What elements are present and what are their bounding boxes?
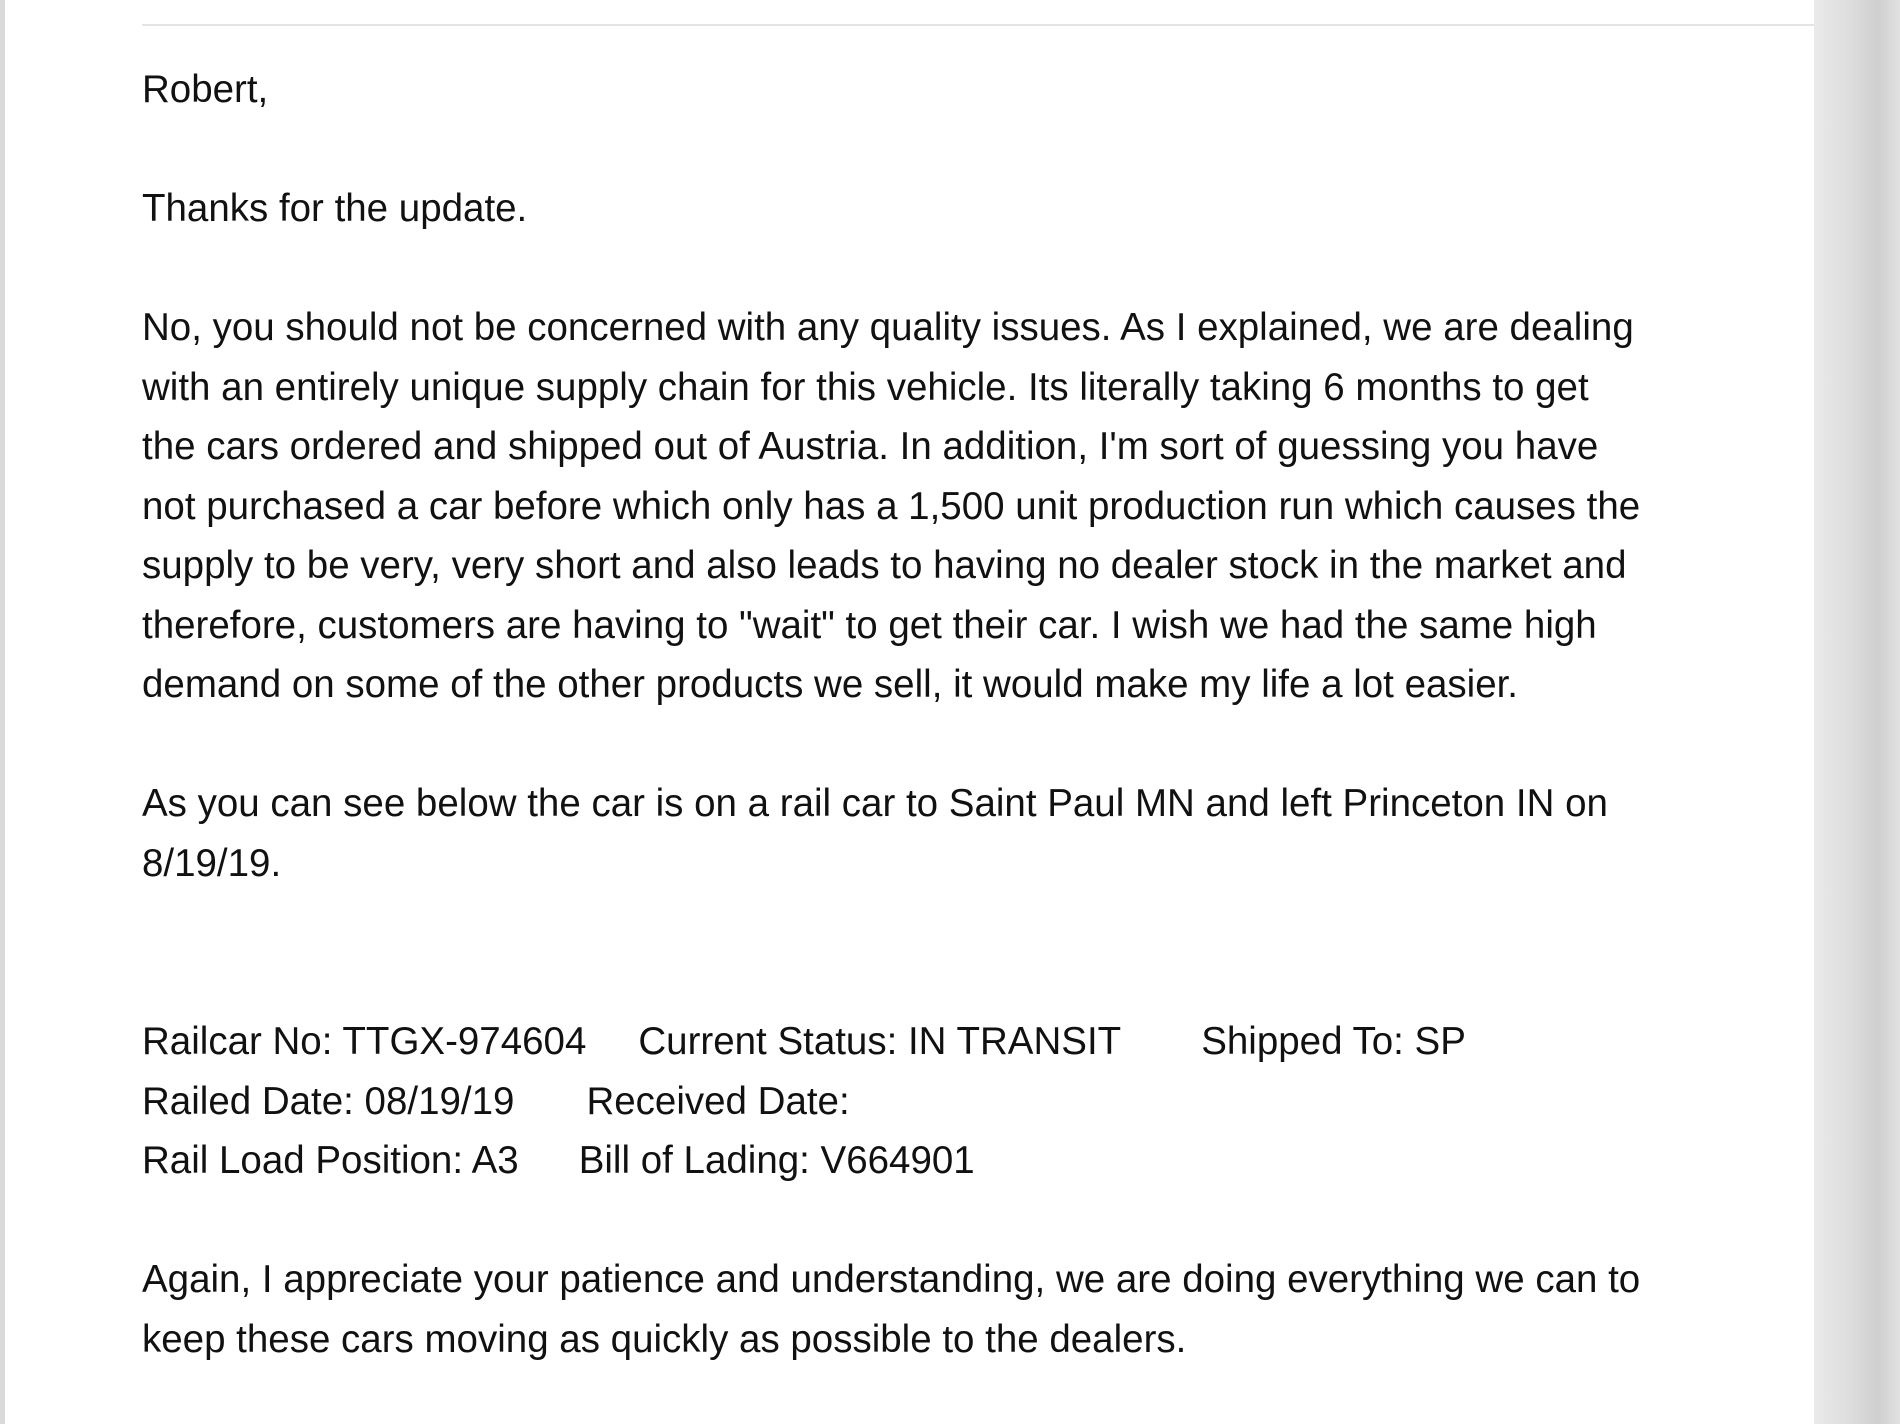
paragraph-line: with an entirely unique supply chain for this vehicle. Its literally taking 6 months to get — [142, 365, 1589, 409]
paragraph-quality — [142, 298, 1702, 715]
blank-line — [142, 239, 1802, 299]
email-thanks-line: Thanks for the update. — [142, 187, 528, 230]
received-date: Received Date: — [586, 1079, 850, 1123]
blank-line — [142, 120, 1802, 180]
blank-line — [142, 1191, 1802, 1251]
paragraph-line: keep these cars moving as quickly as possible to the dealers. — [142, 1317, 1187, 1361]
paragraph-line: 8/19/19. — [142, 841, 282, 885]
blank-lines — [142, 893, 1802, 1012]
paragraph-line: therefore, customers are having to "wait" to get their car. I wish we had the same high — [142, 603, 1597, 647]
paragraph-line: not purchased a car before which only has a 1,500 unit production run which causes the — [142, 484, 1641, 528]
paragraph-line: Again, I appreciate your patience and understanding, we are doing everything we can to — [142, 1258, 1641, 1301]
blank-line — [142, 715, 1802, 775]
rail-load-position: Rail Load Position: A3 — [142, 1139, 519, 1182]
email-message-body[interactable] — [142, 60, 1802, 1369]
bill-of-lading: Bill of Lading: V664901 — [578, 1139, 975, 1182]
rail-info-row-2 — [142, 1072, 1802, 1132]
paragraph-rail-status — [142, 774, 1702, 893]
email-greeting: Robert, — [142, 68, 269, 111]
paragraph-closing — [142, 1250, 1702, 1369]
shipped-to: Shipped To: SP — [1201, 1020, 1466, 1063]
paragraph-line: As you can see below the car is on a rail car to Saint Paul MN and left Princeton IN on — [142, 782, 1608, 825]
rail-info-row-1 — [142, 1012, 1802, 1072]
right-sidebar-gutter — [1814, 0, 1900, 1424]
paragraph-line: supply to be very, very short and also leads to having no dealer stock in the market and — [142, 544, 1627, 587]
left-window-edge — [0, 0, 5, 1424]
paragraph-line: the cars ordered and shipped out of Austria. In addition, I'm sort of guessing you have — [142, 425, 1599, 468]
paragraph-line: demand on some of the other products we sell, it would make my life a lot easier. — [142, 663, 1518, 706]
current-status: Current Status: IN TRANSIT — [638, 1020, 1122, 1063]
rail-info-row-3 — [142, 1131, 1802, 1191]
railed-date: Railed Date: 08/19/19 — [142, 1079, 515, 1123]
paragraph-line: No, you should not be concerned with any quality issues. As I explained, we are dealing — [142, 306, 1634, 349]
railcar-number: Railcar No: TTGX-974604 — [142, 1020, 587, 1063]
header-divider — [142, 24, 1814, 26]
